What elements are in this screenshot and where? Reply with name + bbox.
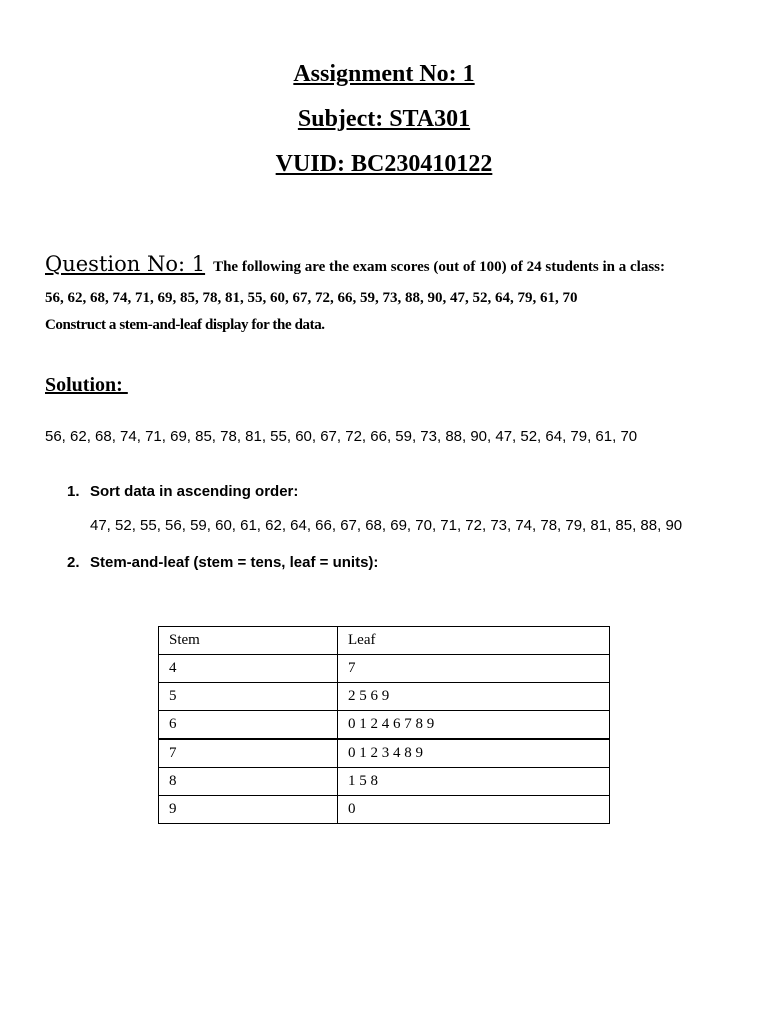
step-2-text: Stem-and-leaf (stem = tens, leaf = units): xyxy=(90,554,379,571)
stem-leaf-table xyxy=(158,626,610,824)
stem-cell: 6 xyxy=(159,711,338,740)
table-row xyxy=(159,655,610,683)
table-row xyxy=(159,796,610,824)
question-instruction: Construct a stem-and-leaf display for the data. xyxy=(45,317,325,333)
leaf-cell: 1 5 8 xyxy=(338,768,610,796)
leaf-cell: 7 xyxy=(338,655,610,683)
table-row xyxy=(159,711,610,740)
question-label: Question No: 1 xyxy=(45,252,206,276)
solution-heading: Solution: xyxy=(45,374,128,396)
question-intro: The following are the exam scores (out of 100) of 24 students in a class: xyxy=(213,259,665,275)
sorted-data: 47, 52, 55, 56, 59, 60, 61, 62, 64, 66, 67, 68, 69, 70, 71, 72, 73, 74, 78, 79, 81, 85, 88, 90 xyxy=(90,517,683,534)
table-header-row xyxy=(159,627,610,655)
table-row xyxy=(159,768,610,796)
assignment-title: Assignment No: 1 xyxy=(293,61,475,87)
stem-cell: 7 xyxy=(159,739,338,768)
stem-cell: 5 xyxy=(159,683,338,711)
table-row xyxy=(159,683,610,711)
stem-cell: 9 xyxy=(159,796,338,824)
leaf-cell: 0 1 2 4 6 7 8 9 xyxy=(338,711,610,740)
stem-cell: 4 xyxy=(159,655,338,683)
vuid-title: VUID: BC230410122 xyxy=(275,151,493,177)
leaf-cell: 0 xyxy=(338,796,610,824)
question-data: 56, 62, 68, 74, 71, 69, 85, 78, 81, 55, 60, 67, 72, 66, 59, 73, 88, 90, 47, 52, 64, 79, 61, 70 xyxy=(45,290,578,306)
table-row xyxy=(159,739,610,768)
subject-title: Subject: STA301 xyxy=(297,106,471,132)
question-row xyxy=(45,252,745,276)
stem-header: Stem xyxy=(159,627,338,655)
leaf-cell: 0 1 2 3 4 8 9 xyxy=(338,739,610,768)
leaf-cell: 2 5 6 9 xyxy=(338,683,610,711)
step-1-text: Sort data in ascending order: xyxy=(90,483,299,500)
solution-data: 56, 62, 68, 74, 71, 69, 85, 78, 81, 55, 60, 67, 72, 66, 59, 73, 88, 90, 47, 52, 64, 79, 61, 70 xyxy=(45,428,638,445)
leaf-header: Leaf xyxy=(338,627,610,655)
step-2-number: 2. xyxy=(67,554,80,571)
stem-cell: 8 xyxy=(159,768,338,796)
step-1-number: 1. xyxy=(67,483,80,500)
